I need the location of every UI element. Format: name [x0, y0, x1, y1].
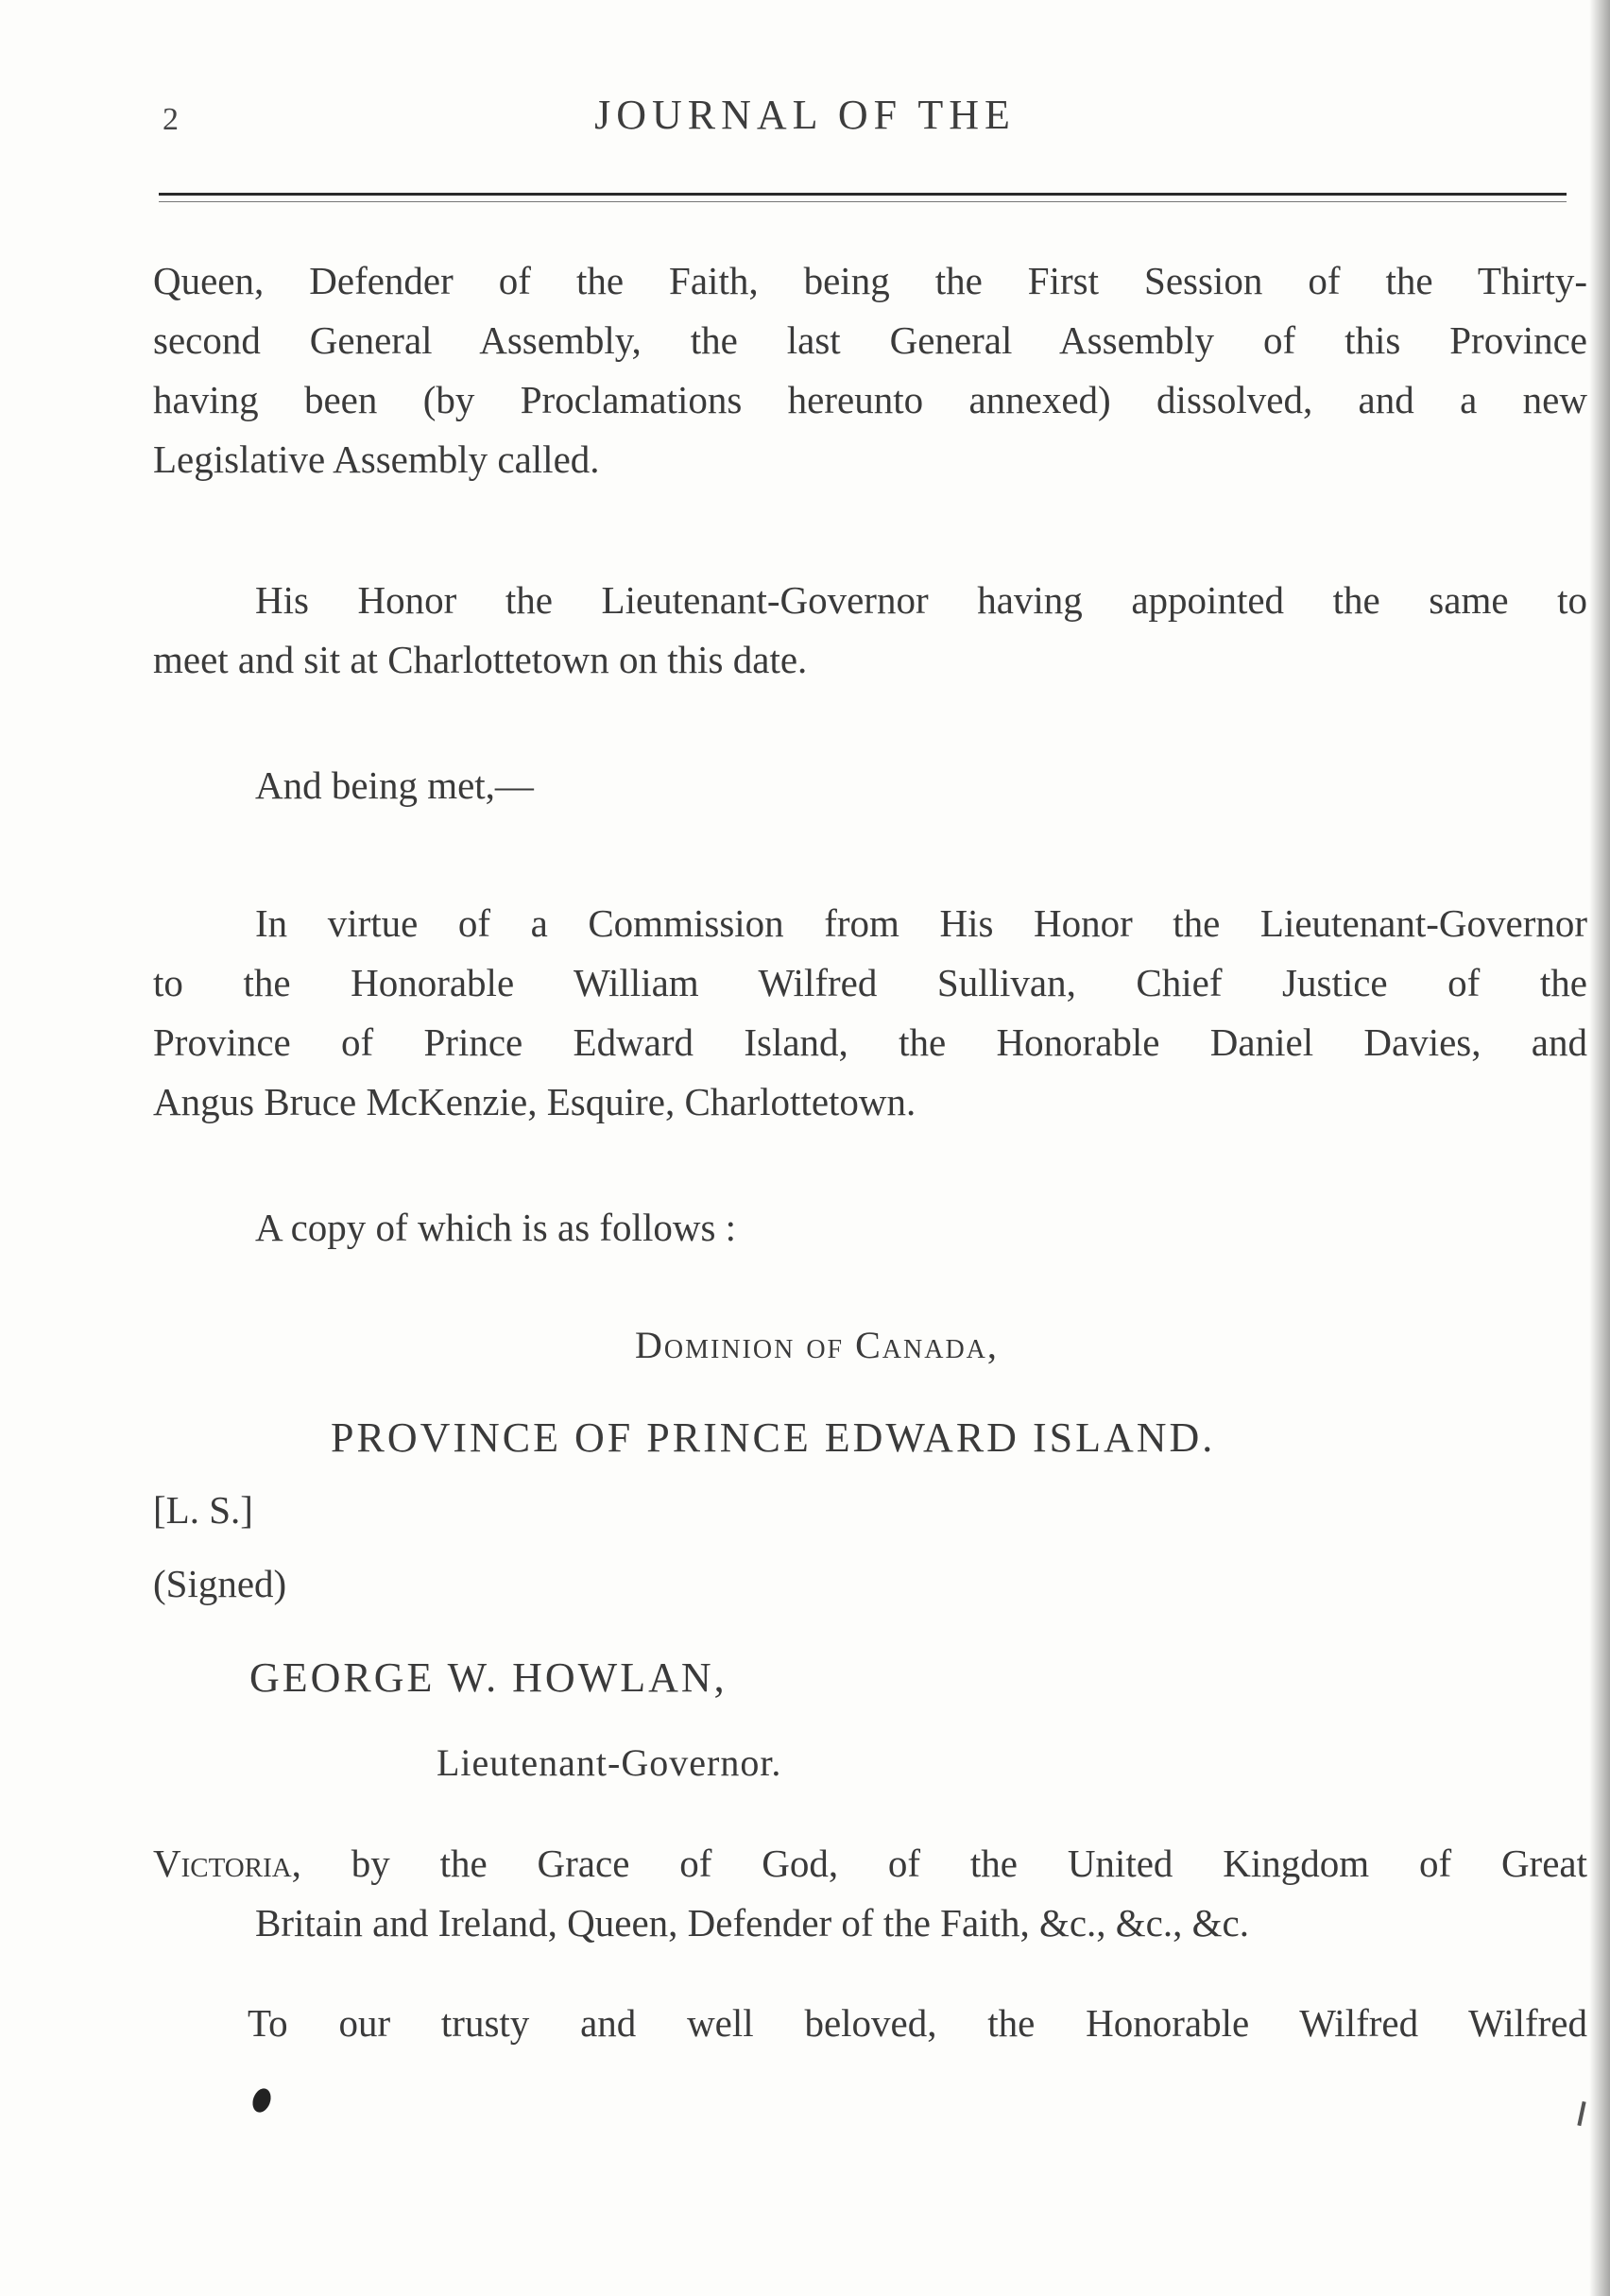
governor-name: GEORGE W. HOWLAN, [249, 1654, 728, 1701]
ink-blot [249, 2086, 274, 2116]
text-line: Angus Bruce McKenzie, Esquire, Charlottetown. [153, 1080, 916, 1123]
paragraph-commission [153, 894, 1587, 1132]
victoria-name: Victoria, [153, 1842, 301, 1885]
text-line: His Honor the Lieutenant-Governor having appointed the same to [255, 578, 1587, 622]
text-line: In virtue of a Commission from His Honor the Lieutenant-Governor [255, 901, 1587, 945]
paragraph-being-met: And being met,— [255, 763, 534, 807]
page-edge-shadow [1589, 0, 1610, 2296]
text-line: to the Honorable William Wilfred Sullivan, Chief Justice of the [153, 961, 1587, 1004]
text-line: having been (by Proclamations hereunto annexed) dissolved, and a new [153, 378, 1587, 421]
running-head: JOURNAL OF THE [594, 92, 1016, 138]
text-line [153, 1834, 1587, 1893]
province-heading: PROVINCE OF PRINCE EDWARD ISLAND. [331, 1414, 1216, 1461]
edge-mark [1577, 2101, 1585, 2126]
seal-mark: [L. S.] [153, 1488, 253, 1532]
text-line: To our trusty and well beloved, the Honorable Wilfred Wilfred [248, 2001, 1587, 2045]
dominion-heading: Dominion of Canada, [635, 1324, 999, 1366]
page-number: 2 [163, 102, 179, 137]
text-line: second General Assembly, the last General Assembly of this Province [153, 318, 1587, 362]
paragraph-appointment [153, 571, 1587, 690]
paragraph-victoria [153, 1834, 1587, 1953]
text-line: Britain and Ireland, Queen, Defender of the Faith, &c., &c., &c. [255, 1901, 1249, 1945]
paragraph-session [153, 251, 1587, 489]
text-line: Legislative Assembly called. [153, 437, 600, 481]
text-line: Queen, Defender of the Faith, being the First Session of the Thirty- [153, 259, 1587, 302]
header-rule-thin [159, 201, 1567, 202]
paragraph-copy-follows: A copy of which is as follows : [255, 1206, 737, 1249]
text-line: Province of Prince Edward Island, the Honorable Daniel Davies, and [153, 1020, 1587, 1064]
victoria-line1-rest: by the Grace of God, of the United Kingdom of Great [351, 1842, 1588, 1885]
signed-label: (Signed) [153, 1562, 287, 1605]
governor-title: Lieutenant-Governor. [437, 1741, 782, 1784]
text-line: meet and sit at Charlottetown on this date. [153, 638, 808, 681]
header-rule-thick [159, 193, 1567, 196]
paragraph-address [248, 1994, 1587, 2053]
